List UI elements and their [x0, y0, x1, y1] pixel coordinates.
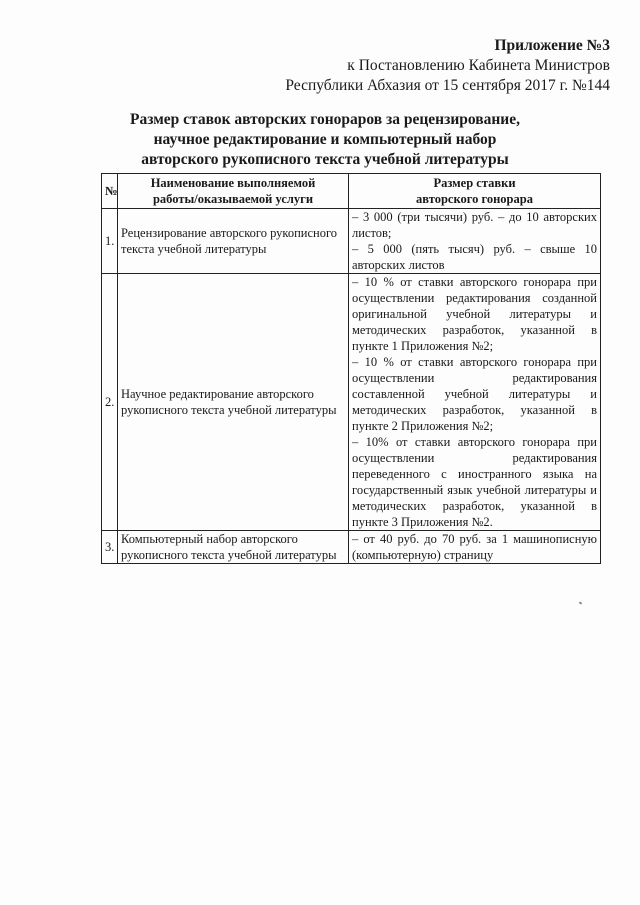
rate-item: – 10 % от ставки авторского гонорара при осуществлении редактирования созданной оригинальной учебной литературы и методических разработок, указанной в пункте 1 Приложения №2; — [352, 275, 597, 353]
row-rate — [349, 274, 601, 531]
document-title-line: Размер ставок авторских гонораров за рецензирование, — [130, 111, 520, 128]
header-rate-line: Размер ставки — [433, 176, 516, 190]
header-service-name — [118, 174, 349, 209]
row-service-name: Компьютерный набор авторского рукописного текста учебной литературы — [118, 531, 349, 564]
table-row — [102, 274, 601, 531]
table-header-row — [102, 174, 601, 209]
rate-item: – 10% от ставки авторского гонорара при осуществлении редактирования переведенного с иностранного языка на государственный язык учебной литературы и методических разработок, указанной в пункте 3 Приложения №2. — [352, 435, 597, 529]
rate-item: – 5 000 (пять тысяч) руб. – свыше 10 авторских листов — [352, 242, 597, 272]
rate-item: – 3 000 (три тысячи) руб. – до 10 авторских листов; — [352, 210, 597, 240]
table-row — [102, 531, 601, 564]
header-service-name-line: работы/оказываемой услуги — [152, 192, 314, 206]
appendix-reference-line: к Постановлению Кабинета Министров — [347, 57, 610, 74]
row-number: 3. — [102, 531, 118, 564]
row-service-name: Рецензирование авторского рукописного текста учебной литературы — [118, 209, 349, 274]
document-title-line: научное редактирование и компьютерный набор — [153, 131, 497, 148]
row-rate — [349, 531, 601, 564]
row-number: 1. — [102, 209, 118, 274]
appendix-title: Приложение №3 — [494, 37, 610, 54]
row-service-name: Научное редактирование авторского рукописного текста учебной литературы — [118, 274, 349, 531]
scan-speck — [579, 601, 583, 604]
header-service-name-line: Наименование выполняемой — [150, 176, 316, 190]
header-rate — [349, 174, 601, 209]
rate-item: – от 40 руб. до 70 руб. за 1 машинописную (компьютерную) страницу — [352, 532, 597, 562]
appendix-reference-date: Республики Абхазия от 15 сентября 2017 г. №144 — [285, 77, 610, 94]
row-rate — [349, 209, 601, 274]
appendix-header — [285, 36, 610, 96]
header-number: № — [102, 174, 118, 209]
rates-table — [101, 173, 601, 564]
document-title — [90, 110, 560, 170]
rate-item: – 10 % от ставки авторского гонорара при осуществлении редактирования составленной учебной литературы и методических разработок, указанной в пункте 2 Приложения №2; — [352, 355, 597, 433]
row-number: 2. — [102, 274, 118, 531]
table-row — [102, 209, 601, 274]
document-title-line: авторского рукописного текста учебной литературы — [141, 151, 509, 168]
header-rate-line: авторского гонорара — [416, 192, 533, 206]
